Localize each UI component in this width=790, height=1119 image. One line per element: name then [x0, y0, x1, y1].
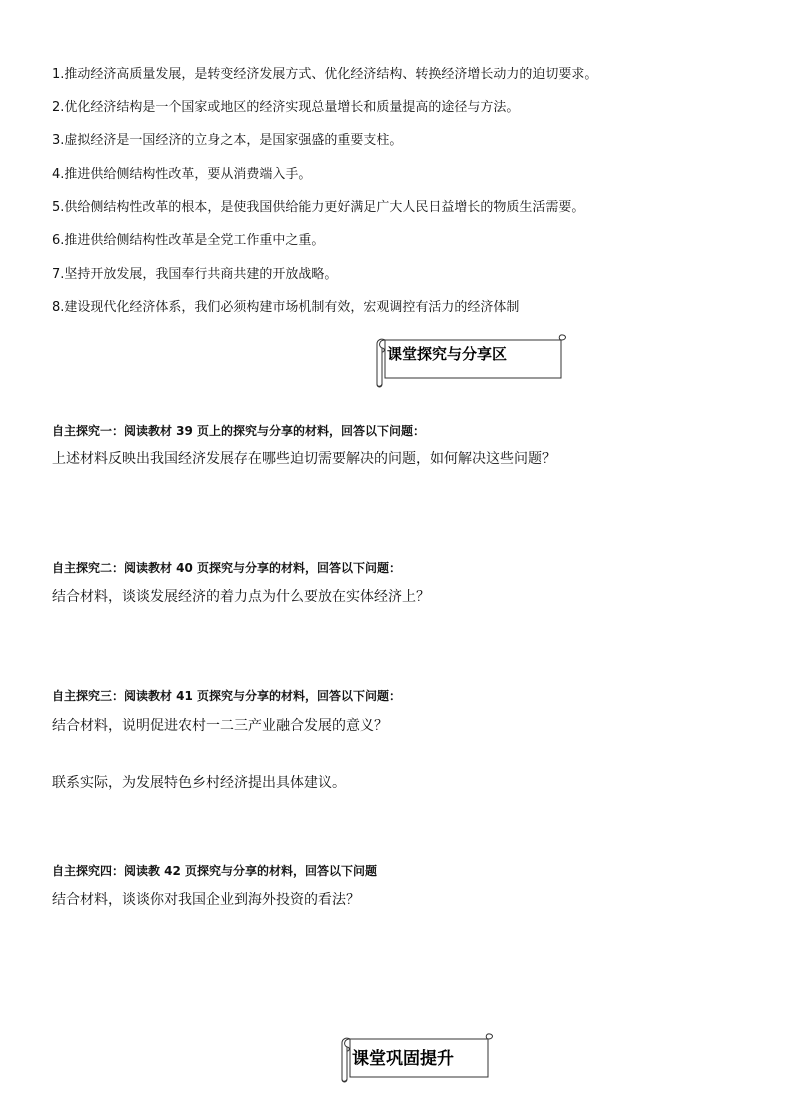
- statement-8: 8.建设现代化经济体系，我们必须构建市场机制有效，宏观调控有活力的经济体制: [52, 300, 520, 315]
- statement-5: 5.供给侧结构性改革的根本，是使我国供给能力更好满足广大人民日益增长的物质生活需要。: [52, 200, 585, 215]
- section-banner-explore: [375, 334, 569, 388]
- statement-3: 3.虚拟经济是一国经济的立身之本，是国家强盛的重要支柱。: [52, 133, 403, 148]
- inquiry-4-question-1: 结合材料，谈谈你对我国企业到海外投资的看法？: [52, 892, 360, 908]
- section-banner-consolidate: [340, 1033, 494, 1083]
- inquiry-3-question-1: 结合材料，说明促进农村一二三产业融合发展的意义？: [52, 718, 388, 734]
- inquiry-2-heading: 自主探究二：阅读教材 40 页探究与分享的材料，回答以下问题：: [52, 561, 402, 575]
- inquiry-2-question-1: 结合材料，谈谈发展经济的着力点为什么要放在实体经济上？: [52, 589, 430, 605]
- section-title-consolidate: 课堂巩固提升: [352, 1049, 454, 1069]
- statement-1: 1.推动经济高质量发展，是转变经济发展方式、优化经济结构、转换经济增长动力的迫切要求。: [52, 67, 598, 82]
- section-title-explore: 课堂探究与分享区: [387, 345, 508, 363]
- inquiry-1-question-1: 上述材料反映出我国经济发展存在哪些迫切需要解决的问题，如何解决这些问题？: [52, 451, 556, 467]
- inquiry-4-heading: 自主探究四：阅读教 42 页探究与分享的材料，回答以下问题: [52, 864, 378, 878]
- inquiry-1-heading: 自主探究一：阅读教材 39 页上的探究与分享的材料，回答以下问题：: [52, 424, 426, 438]
- statement-2: 2.优化经济结构是一个国家或地区的经济实现总量增长和质量提高的途径与方法。: [52, 100, 520, 115]
- inquiry-3-heading: 自主探究三：阅读教材 41 页探究与分享的材料，回答以下问题：: [52, 689, 402, 703]
- statement-7: 7.坚持开放发展，我国奉行共商共建的开放战略。: [52, 267, 338, 282]
- statement-6: 6.推进供给侧结构性改革是全党工作重中之重。: [52, 233, 325, 248]
- inquiry-3-question-2: 联系实际，为发展特色乡村经济提出具体建议。: [52, 775, 346, 791]
- statement-4: 4.推进供给侧结构性改革，要从消费端入手。: [52, 167, 312, 182]
